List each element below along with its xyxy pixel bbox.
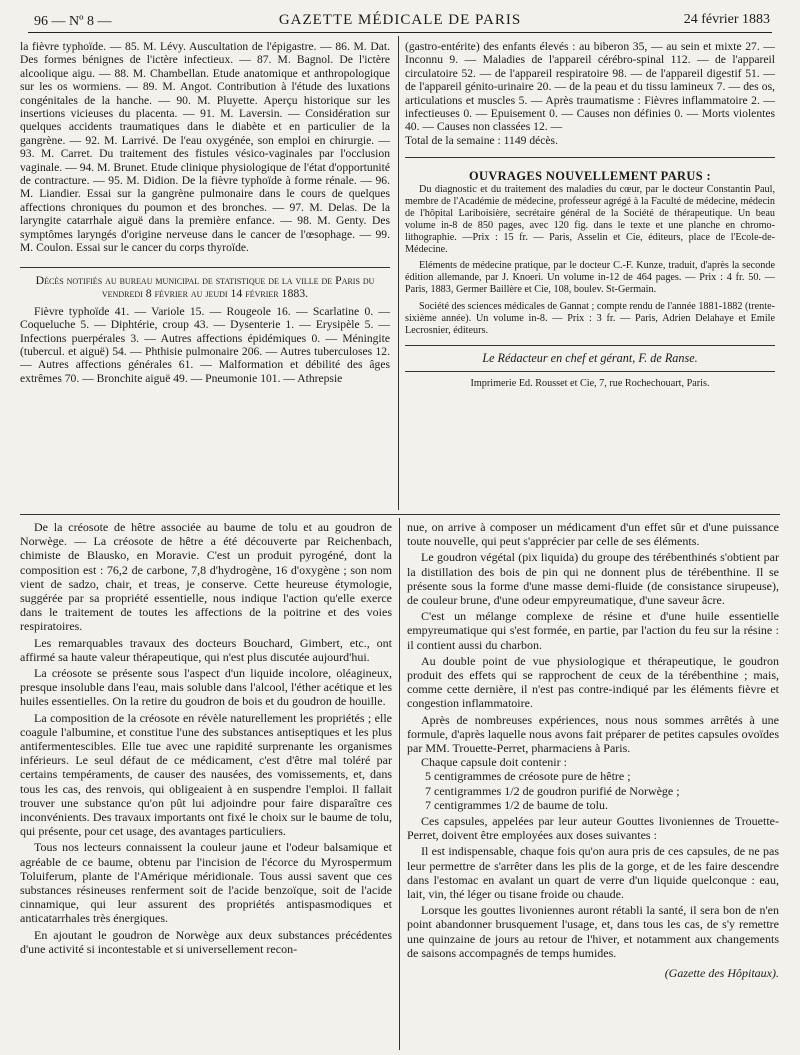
printer-line: Imprimerie Ed. Rousset et Cie, 7, rue Rochechouart, Paris. [470,378,710,390]
article-paragraph: nue, on arrive à composer un médicament d'un effet sûr et d'une puissance toute nouvelle, qui peut s'apprécier par celle de ses éléments. [407,520,779,549]
article-paragraph: C'est un mélange complexe de résine et d'une huile essentielle empyreumatique qui s'est formée, en partie, par l'action du feu sur la résine : il contient aussi du charbon. [407,609,779,652]
column-divider-top [398,36,399,510]
article-paragraph: Il est indispensable, chaque fois qu'on aura pris de ces capsules, de ne pas leur permettre de s'arrêter dans les plis de la gorge, et de les faire descendre dans l'estomac en avalant un quart de verre d'un liquide quelconque : eau, lait, vin, thé léger ou tisane froide ou chaude. [407,844,779,902]
deaths-heading: Décès notifiés au bureau municipal de statistique de la ville de Paris du vendredi 8 février au jeudi 14 février 1883. [35,272,375,301]
article-paragraph: Le goudron végétal (pix liquida) du groupe des térébenthinés s'obtient par la distillation des bois de pin qui ne donnent plus de térébenthine. Il se présente sous la forme d'une masse demi-fluide (de consistance sirupeuse), de couleur brune, d'une odeur empyreumatique, d'une saveur âcre. [407,550,779,608]
deaths-total: Total de la semaine : 1149 décès. [405,133,558,147]
divider [405,371,775,372]
issue-date: 24 février 1883 [683,12,770,27]
book-entry: Du diagnostic et du traitement des maladies du cœur, par le docteur Constantin Paul, membre de l'Académie de médecine, professeur agrégé à la Faculté de médecine, médecin de l'hôpital Lariboisière, secrétaire général de la Société de thérapeutique. Un beau volume in-8 de 850 pages, avec 120 fig. dans le texte et une planche en chromo-lithographie. —Prix : 15 fr. — Paris, Asselin et Cie, éditeurs, place de l'Ecole-de-Médecine. [405,183,775,256]
book-entry: Société des sciences médicales de Gannat ; compte rendu de l'année 1881-1882 (trente-sixième année). Un volume in-8. — Prix : 3 fr. — Paris, Adrien Delahaye et Emile Lecrosnier, éditeurs. [405,300,775,336]
deaths-continued: (gastro-entérite) des enfants élevés : au biberon 35, — au sein et mixte 27. — Inconnu 9. — Maladies de l'appareil cérébro-spinal 112. — de l'appareil circulatoire 52. — de l'appareil respiratoire 98. — de l'appareil digestif 51. — de l'appareil génito-urinaire 20. — de la peau et du tissu lamineux 7. — des os, articulations et muscles 5. — Après traumatisme : Fièvres inflammatoire 2. — infectieuses 0. — Epuisement 0. — Causes non définies 0. — Morts violentes 40. — Causes non classées 12. — [405,40,775,134]
article-paragraph: Ces capsules, appelées par leur auteur Gouttes livoniennes de Trouette-Perret, doivent être employées aux doses suivantes : [407,814,779,843]
divider [20,267,390,268]
deaths-text: Fièvre typhoïde 41. — Variole 15. — Rougeole 16. — Scarlatine 0. — Coqueluche 5. — Diphtérie, croup 43. — Dysenterie 1. — Erysipèle 5. — Infections puerpérales 3. — Autres affections épidémiques 0. — Méningite (tubercul. et aiguë) 54. — Phthisie pulmonaire 206. — Autres tuberculoses 12. — Autres affections générales 61. — Malformation et débilité des âges extrêmes 70. — Bronchite aiguë 49. — Pneumonie 101. — Athrepsie [20,304,390,385]
journal-title: GAZETTE MÉDICALE DE PARIS [278,12,522,28]
bottom-right-column [407,520,779,980]
bottom-left-column [20,520,392,956]
divider [405,157,775,158]
page-number: 96 — Nº 8 — [34,14,112,29]
article-paragraph: De la créosote de hêtre associée au baume de tolu et au goudron de Norwège. — La créosote de hêtre a été découverte par Reichenbach, chimiste de Blausko, en Moravie. C'est un produit pyrogéné, dont la composition est : 76,2 de carbone, 7,8 d'hydrogène, 16 d'oxygène ; son nom vient de sadzo, chair, et treas, je conserve. Cette heureuse étymologie, suggérée par sa propriété essentielle, nous indique l'action qu'elle exerce dans le traitement de toutes les affections de la poitrine et des voies respiratoires. [20,520,392,634]
formula-line: 5 centigrammes de créosote pure de hêtre ; [425,769,631,784]
formula-line: 7 centigrammes 1/2 de baume de tolu. [425,797,608,812]
top-left-column [20,40,390,385]
source-citation: (Gazette des Hôpitaux). [664,966,779,981]
article-paragraph: Au double point de vue physiologique et thérapeutique, le goudron produit des effets qui se rapprochent de ceux de la térébenthine ; mais, comme cette dernière, il n'est pas contre-indiqué par les éléments fièvre et congestion inflammatoire. [407,653,779,711]
article-paragraph: La composition de la créosote en révèle naturellement les propriétés ; elle coagule l'albumine, et constitue l'une des substances antiseptiques et les plus antifermentescibles. Elle tue avec une rapidité surprenante les organismes inférieurs. Le seul défaut de ce médicament, c'est d'être mal toléré par certains tempéraments, de causer des nausées, des vomissements, et, dans tous les cas, des renvois, qui obligeaient à en suspendre l'emploi. Il fallait trouver une substance qu'on pût lui adjoindre pour faire disparaître ces inconvénients. Des travaux importants ont fixé le choix sur le baume de tolu, qui présente, pour cet usage, des avantages particuliers. [20,710,392,839]
article-paragraph: Lorsque les gouttes livoniennes auront rétabli la santé, il sera bon de n'en point abandonner brusquement l'usage, et, dans tous les cas, de s'y remettre une quinzaine de jours au retour de l'hiver, et notamment aux changements de saisons accompagnés de temps humides. [407,903,779,960]
divider [405,345,775,346]
books-heading: OUVRAGES NOUVELLEMENT PARUS : [468,169,712,184]
article-paragraph: Après de nombreuses expériences, nous nous sommes arrêtés à une formule, d'après laquelle nous avons fait préparer de petites capsules ovoïdes par MM. Trouette-Perret, pharmaciens à Paris. [407,712,779,756]
book-entry: Eléments de médecine pratique, par le docteur C.-F. Kunze, traduit, d'après la seconde édition allemande, par J. Knoeri. Un volume in-12 de 464 pages. — Prix : 4 fr. 50. — Paris, 1883, Germer Baillère et Cie, 108, boulev. St-Germain. [405,260,775,296]
section-divider [20,514,780,515]
article-paragraph: Les remarquables travaux des docteurs Bouchard, Gimbert, etc., ont affirmé sa haute valeur thérapeutique, qui n'est plus discutée aujourd'hui. [20,635,392,664]
thesis-list: la fièvre typhoïde. — 85. M. Lévy. Auscultation de l'épigastre. — 86. M. Dat. Des formes bénignes de l'ictère infectieux. — 87. M. Bagnol. De l'ictère alcoolique aigu. — 88. M. Chambellan. Etude anatomique et anthropologique sur les os wormiens. — 89. M. Angot. Contribution à l'étude des luxations congénitales de la hanche. — 90. M. Pluyette. Aperçu historique sur les insertions vicieuses du placenta. — 91. M. Laversin. — Considération sur quelques accidents traumatiques dans le diabète et en particulier de la gangrène. — 92. M. Larrivé. De l'eau oxygénée, son emploi en chirurgie. — 93. M. Carret. Du traitement des fistules vésico-vaginales par l'occlusion vaginale. — 94. M. Brunet. Etude clinique physiologique de l'état d'opportunité de contracture. — 95. M. Didion. De la fièvre typhoïde à forme rénale. — 96. M. Liandier. Essai sur la gangrène pulmonaire dans le cours de quelques affections chroniques du poumon et des bronches. — 97. M. Delas. De la laryngite catarrhale aiguë dans la première enfance. — 98. M. Genty. Des symptômes laryngés d'origine nerveuse dans le cancer de l'œsophage. — 99. M. Coulon. Essai sur le cancer du corps thyroïde. [20,40,390,255]
top-right-column [405,40,775,390]
column-divider-bottom [399,518,400,1050]
article-paragraph: Chaque capsule doit contenir : [421,755,567,770]
article-paragraph: La créosote se présente sous l'aspect d'un liquide incolore, oléagineux, presque insoluble dans l'eau, mais soluble dans l'alcool, l'éther acétique et les huiles essentielles. On la retire du goudron de bois et du goudron de houille. [20,666,392,709]
article-paragraph: En ajoutant le goudron de Norwège aux deux substances précédentes d'une activité si incontestable et si universellement recon- [20,927,392,956]
article-paragraph: Tous nos lecteurs connaissent la couleur jaune et l'odeur balsamique et agréable de ce baume, obtenu par l'incision de l'écorce du Myrospermum Toluiferum, plante de l'Amérique méridionale. Tous aussi savent que ces substances résineuses renferment soit de l'acide benzoïque, soit de l'acide cinnamique, qui leur assurent des propriétés antispasmodiques et anticatarrhales très énergiques. [20,840,392,926]
formula-line: 7 centigrammes 1/2 de goudron purifié de Norwège ; [425,783,680,798]
editor-line: Le Rédacteur en chef et gérant, F. de Ranse. [482,350,698,365]
page-header [28,6,772,33]
